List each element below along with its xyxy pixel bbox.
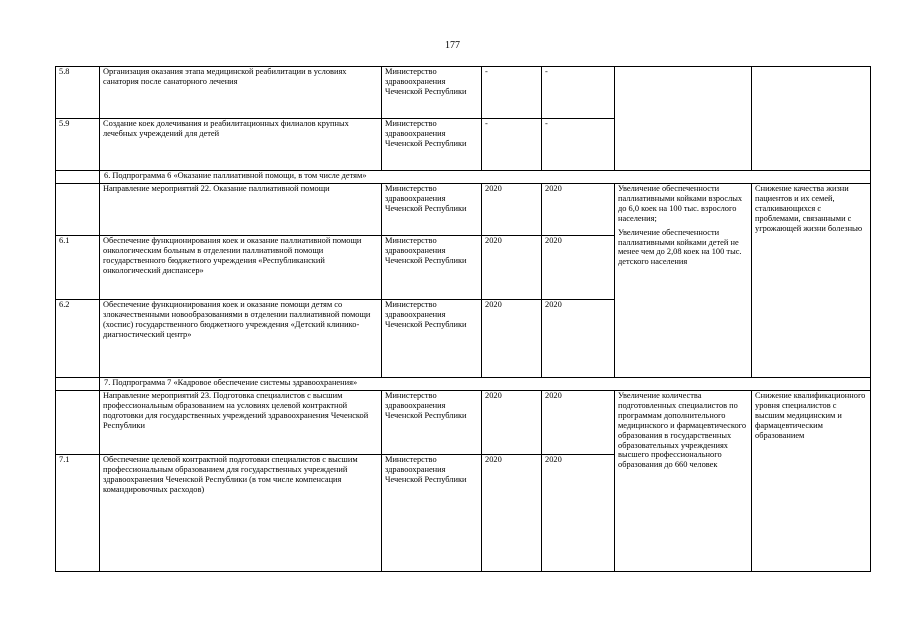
end-year: - (542, 119, 615, 171)
expected-result: Увеличение количества подготовленных специалистов по программам дополнительного медицинского и фармацевтического образования в государственных образовательных учреждениях высшего профессионального образования до 660 человек (615, 391, 752, 572)
consequences: Снижение качества жизни пациентов и их семей, сталкивающихся с проблемами, связанными с угрожающей жизни болезнью (752, 184, 871, 378)
expected-result (615, 67, 752, 171)
subprogram-title: 7. Подпрограмма 7 «Кадровое обеспечение системы здравоохранения» (100, 378, 871, 391)
executor: Министерство здравоохранения Чеченской Республики (382, 300, 482, 378)
row-number: 6.2 (56, 300, 100, 378)
end-year: 2020 (542, 184, 615, 236)
executor: Министерство здравоохранения Чеченской Республики (382, 184, 482, 236)
end-year: 2020 (542, 236, 615, 300)
activity-name: Обеспечение целевой контрактной подготовки специалистов с высшим профессиональным образованием для государственных учреждений здравоохранения Чеченской Республики (в том числе компенсация командировочных расходов) (100, 455, 382, 572)
row-number: 5.9 (56, 119, 100, 171)
result-text-2: Увеличение обеспеченности паллиативными койками детей не менее чем до 2,08 коек на 100 тыс. детского населения (618, 227, 742, 267)
executor: Министерство здравоохранения Чеченской Республики (382, 67, 482, 119)
executor: Министерство здравоохранения Чеченской Республики (382, 236, 482, 300)
start-year: 2020 (482, 391, 542, 455)
activity-name: Обеспечение функционирования коек и оказание помощи детям со злокачественными новообразованиями в отделении паллиативной помощи (хоспис) государственного бюджетного учреждения «Детский клинико-диагностический центр» (100, 300, 382, 378)
activity-name: Организация оказания этапа медицинской реабилитации в условиях санатория после санаторного лечения (100, 67, 382, 119)
table-row (56, 67, 871, 119)
executor: Министерство здравоохранения Чеченской Республики (382, 119, 482, 171)
executor: Министерство здравоохранения Чеченской Республики (382, 455, 482, 572)
page-number: 177 (445, 40, 460, 51)
direction-name: Направление мероприятий 22. Оказание паллиативной помощи (100, 184, 382, 236)
start-year: 2020 (482, 184, 542, 236)
end-year: 2020 (542, 391, 615, 455)
start-year: 2020 (482, 236, 542, 300)
activity-name: Обеспечение функционирования коек и оказание паллиативной помощи онкологическим больным в отделении паллиативной помощи государственного бюджетного учреждения «Республиканский онкологический диспансер» (100, 236, 382, 300)
end-year: 2020 (542, 300, 615, 378)
end-year: 2020 (542, 455, 615, 572)
end-year: - (542, 67, 615, 119)
start-year: 2020 (482, 455, 542, 572)
subprogram-header (56, 378, 871, 391)
expected-result (615, 184, 752, 378)
row-number: 6.1 (56, 236, 100, 300)
subprogram-header (56, 171, 871, 184)
result-text: Увеличение обеспеченности паллиативными койками взрослых до 6,0 коек на 100 тыс. взрослого населения; (618, 184, 743, 223)
consequences: Снижение квалификационного уровня специалистов с высшим медицинским и фармацевтическим образованием (752, 391, 871, 572)
start-year: - (482, 67, 542, 119)
program-activities-table (55, 66, 871, 572)
table-row (56, 184, 871, 236)
direction-name: Направление мероприятий 23. Подготовка специалистов с высшим профессиональным образованием на условиях целевой контрактной подготовки для государственных учреждений здравоохранения Чеченской Республики (100, 391, 382, 455)
consequences (752, 67, 871, 171)
executor: Министерство здравоохранения Чеченской Республики (382, 391, 482, 455)
row-number: 5.8 (56, 67, 100, 119)
start-year: 2020 (482, 300, 542, 378)
table-row (56, 391, 871, 455)
activity-name: Создание коек долечивания и реабилитационных филиалов крупных лечебных учреждений для детей (100, 119, 382, 171)
row-number: 7.1 (56, 455, 100, 572)
subprogram-title: 6. Подпрограмма 6 «Оказание паллиативной помощи, в том числе детям» (100, 171, 871, 184)
start-year: - (482, 119, 542, 171)
